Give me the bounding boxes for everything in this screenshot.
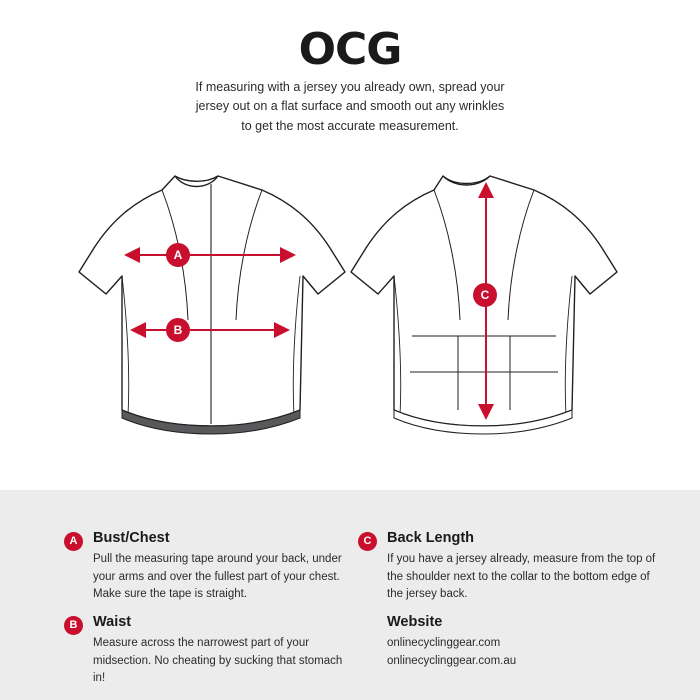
legend-badge-b: B: [64, 616, 83, 635]
legend-entry-bust: [64, 530, 344, 603]
jersey-front-view: [79, 176, 345, 434]
legend-body-waist: Measure across the narrowest part of your midsection. No cheating by sucking that stomach in!: [93, 637, 343, 684]
marker-badge-b: B: [166, 318, 190, 342]
legend-entry-website: [358, 614, 658, 670]
intro-text: If measuring with a jersey you already own, spread your jersey out on a flat surface and smooth out any wrinkles to get the most accurate measurement.: [195, 80, 505, 133]
legend-title-website: Website: [387, 614, 443, 630]
legend-badge-c: C: [358, 532, 377, 551]
legend-title-bust: Bust/Chest: [93, 530, 170, 546]
legend-title-waist: Waist: [93, 614, 132, 630]
website-link-com[interactable]: onlinecyclinggear.com: [387, 637, 501, 650]
legend-title-back-length: Back Length: [387, 530, 475, 546]
legend-panel: [0, 490, 700, 700]
legend-badge-a: A: [64, 532, 83, 551]
jersey-diagram-svg: [0, 160, 700, 490]
brand-logo: OCG: [298, 24, 402, 75]
legend-entry-back-length: [358, 530, 658, 603]
jersey-illustration: [0, 160, 700, 490]
website-link-com-au[interactable]: onlinecyclinggear.com.au: [387, 654, 517, 667]
legend-body-back-length: If you have a jersey already, measure from the top of the shoulder next to the collar to the bottom edge of the jersey back.: [387, 553, 656, 600]
legend-body-website: [387, 635, 658, 670]
marker-badge-c: C: [473, 283, 497, 307]
legend-body-bust: Pull the measuring tape around your back, under your arms and over the fullest part of your chest. Make sure the tape is straight.: [93, 553, 342, 600]
marker-badge-a: A: [166, 243, 190, 267]
legend-entry-waist: [64, 614, 344, 687]
